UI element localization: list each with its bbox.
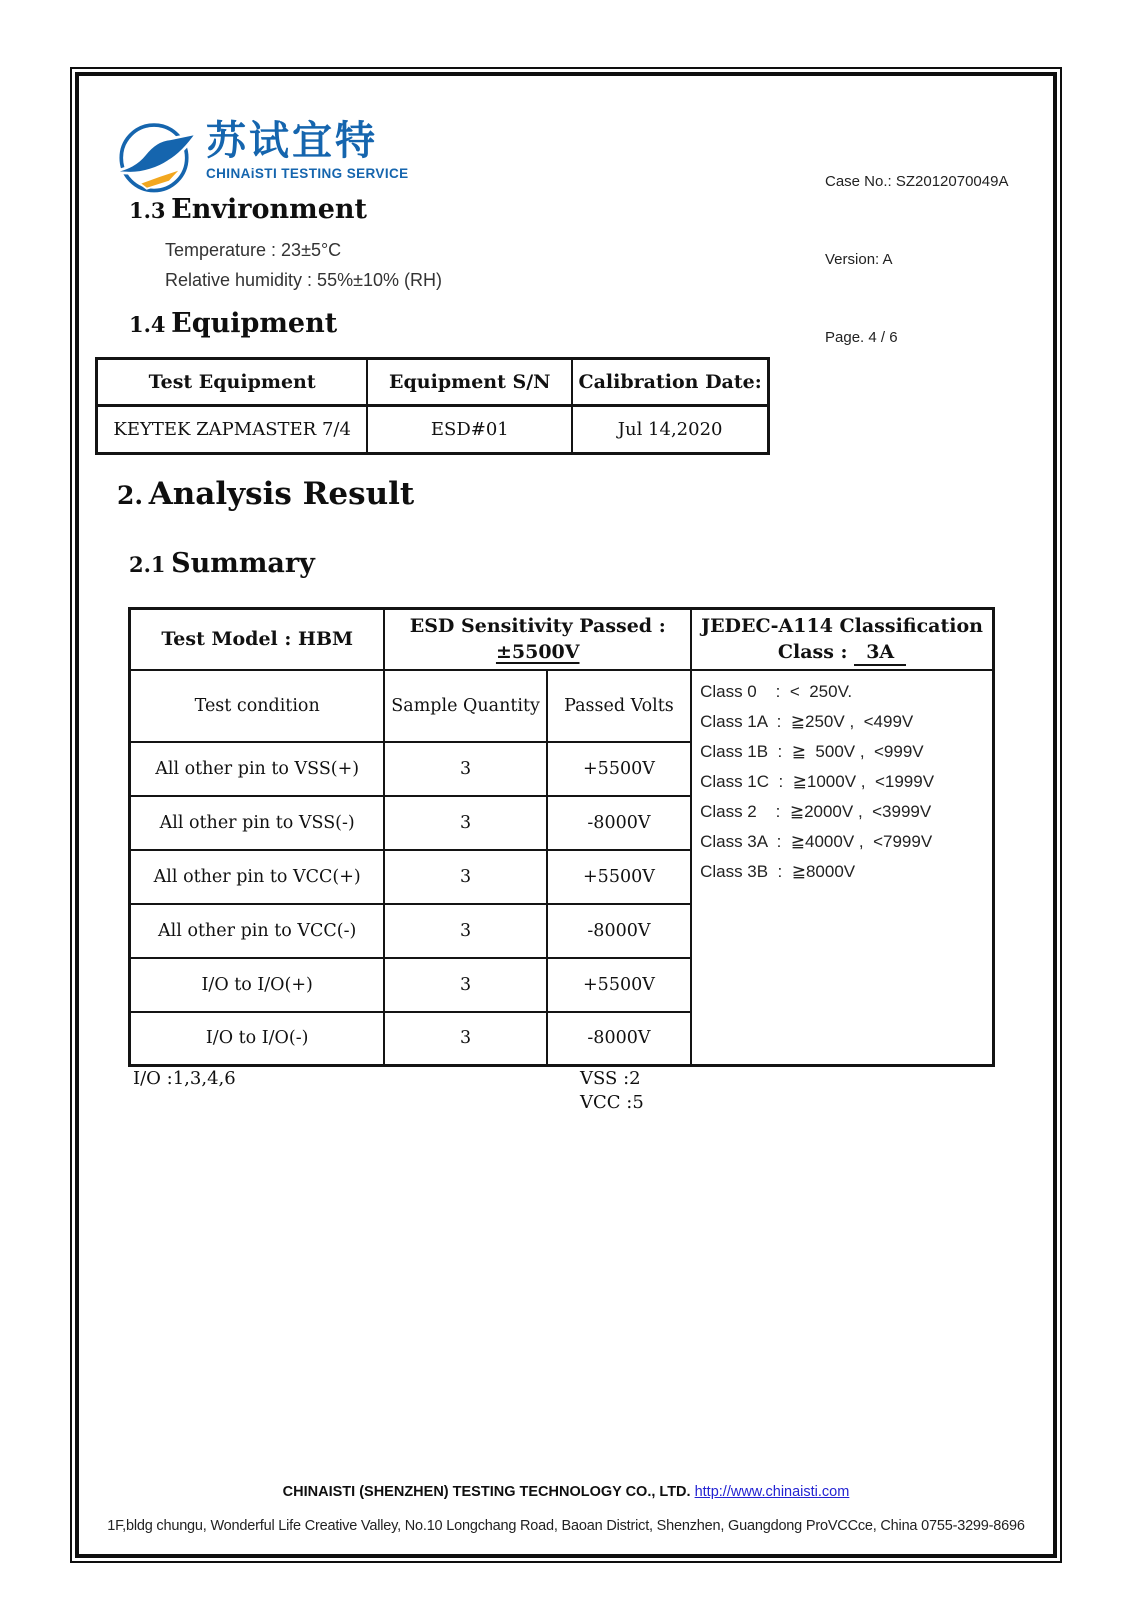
class-list-item: Class 1B : ≧ 500V , <999V: [700, 741, 924, 761]
logo-subtitle: CHINAiSTI TESTING SERVICE: [206, 166, 409, 181]
vss-pin-note: VSS :2: [580, 1068, 641, 1089]
passed-volts-cell: +5500V: [547, 958, 691, 1012]
test-condition-cell: I/O to I/O(+): [130, 958, 385, 1012]
col-header-sample-quantity: Sample Quantity: [384, 670, 546, 742]
class-list-item: Class 1C : ≧1000V , <1999V: [700, 771, 935, 791]
section-title: Summary: [171, 548, 315, 579]
esd-passed-value: ±5500V: [495, 641, 580, 664]
summary-table: [128, 607, 995, 1067]
class-list-item: Class 1A : ≧250V , <499V: [700, 711, 914, 731]
test-condition-cell: All other pin to VSS(+): [130, 742, 385, 796]
passed-volts-cell: -8000V: [547, 904, 691, 958]
passed-volts-cell: -8000V: [547, 796, 691, 850]
test-model-cell: Test Model : HBM: [130, 609, 385, 670]
jedec-class-list: [691, 670, 993, 1066]
test-condition-cell: All other pin to VSS(-): [130, 796, 385, 850]
section-title: Equipment: [171, 308, 338, 339]
class-list-item: Class 3A : ≧4000V , <7999V: [700, 831, 933, 851]
sample-quantity-cell: 3: [384, 742, 546, 796]
jedec-title: JEDEC-A114 Classification: [701, 615, 983, 638]
section-number: 1.3: [129, 198, 166, 223]
case-number: Case No.: SZ2012070049A: [825, 173, 1009, 190]
equipment-table-header-row: [97, 359, 769, 406]
vcc-pin-note: VCC :5: [580, 1092, 644, 1113]
section-number: 1.4: [129, 312, 166, 337]
footer-website-link[interactable]: http://www.chinaisti.com: [694, 1484, 850, 1500]
section-title: Environment: [171, 194, 367, 225]
test-condition-cell: All other pin to VCC(-): [130, 904, 385, 958]
temperature-line: Temperature : 23±5°C: [165, 240, 342, 260]
summary-subheader-row: [130, 670, 994, 742]
section-equipment-heading: [129, 308, 337, 339]
col-header-calibration-date: Calibration Date:: [572, 359, 768, 406]
sample-quantity-cell: 3: [384, 904, 546, 958]
section-analysis-heading: [117, 476, 414, 512]
col-header-passed-volts: Passed Volts: [547, 670, 691, 742]
equipment-table-row: [97, 406, 769, 454]
footer-company-name: CHINAISTI (SHENZHEN) TESTING TECHNOLOGY CO., LTD.: [282, 1484, 695, 1500]
col-header-test-equipment: Test Equipment: [97, 359, 368, 406]
section-number: 2.1: [129, 552, 166, 577]
sample-quantity-cell: 3: [384, 850, 546, 904]
version: Version: A: [825, 251, 893, 268]
footer-company-line: [79, 1484, 1053, 1500]
test-condition-cell: All other pin to VCC(+): [130, 850, 385, 904]
section-summary-heading: [129, 548, 315, 579]
section-title: Analysis Result: [148, 476, 415, 512]
jedec-class-label: Class :: [777, 641, 848, 664]
report-page-frame: [75, 72, 1057, 1558]
io-pins-note: I/O :1,3,4,6: [133, 1068, 236, 1089]
esd-label: ESD Sensitivity Passed :: [409, 615, 666, 638]
summary-header-row: [130, 609, 994, 670]
equipment-sn-cell: ESD#01: [367, 406, 572, 454]
sample-quantity-cell: 3: [384, 796, 546, 850]
page-number: Page. 4 / 6: [825, 329, 898, 346]
logo-chinese-name: 苏试宜特: [206, 119, 378, 163]
section-environment-heading: [129, 194, 367, 225]
company-logo: [108, 116, 409, 196]
class-list-item: Class 3B : ≧8000V: [700, 861, 856, 881]
test-condition-cell: I/O to I/O(-): [130, 1012, 385, 1066]
passed-volts-cell: -8000V: [547, 1012, 691, 1066]
humidity-line: Relative humidity : 55%±10% (RH): [165, 270, 442, 290]
calibration-date-cell: Jul 14,2020: [572, 406, 768, 454]
equipment-table: [95, 357, 770, 455]
equipment-name-cell: KEYTEK ZAPMASTER 7/4: [97, 406, 368, 454]
col-header-test-condition: Test condition: [130, 670, 385, 742]
case-info-block: [825, 117, 1008, 403]
class-list-item: Class 0 : < 250V.: [700, 681, 853, 701]
esd-sensitivity-cell: [384, 609, 691, 670]
jedec-classification-cell: [691, 609, 993, 670]
jedec-class-value: 3A: [854, 641, 906, 666]
sample-quantity-cell: 3: [384, 958, 546, 1012]
class-list-item: Class 2 : ≧2000V , <3999V: [700, 801, 932, 821]
col-header-equipment-sn: Equipment S/N: [367, 359, 572, 406]
sample-quantity-cell: 3: [384, 1012, 546, 1066]
passed-volts-cell: +5500V: [547, 850, 691, 904]
logo-swoosh-icon: [108, 116, 200, 196]
passed-volts-cell: +5500V: [547, 742, 691, 796]
section-number: 2.: [117, 481, 144, 510]
footer-address-line: 1F,bldg chungu, Wonderful Life Creative Valley, No.10 Longchang Road, Baoan District, Shenzhen, Guangdong ProVCCce, China 0755-3299-8696: [107, 1518, 1025, 1534]
